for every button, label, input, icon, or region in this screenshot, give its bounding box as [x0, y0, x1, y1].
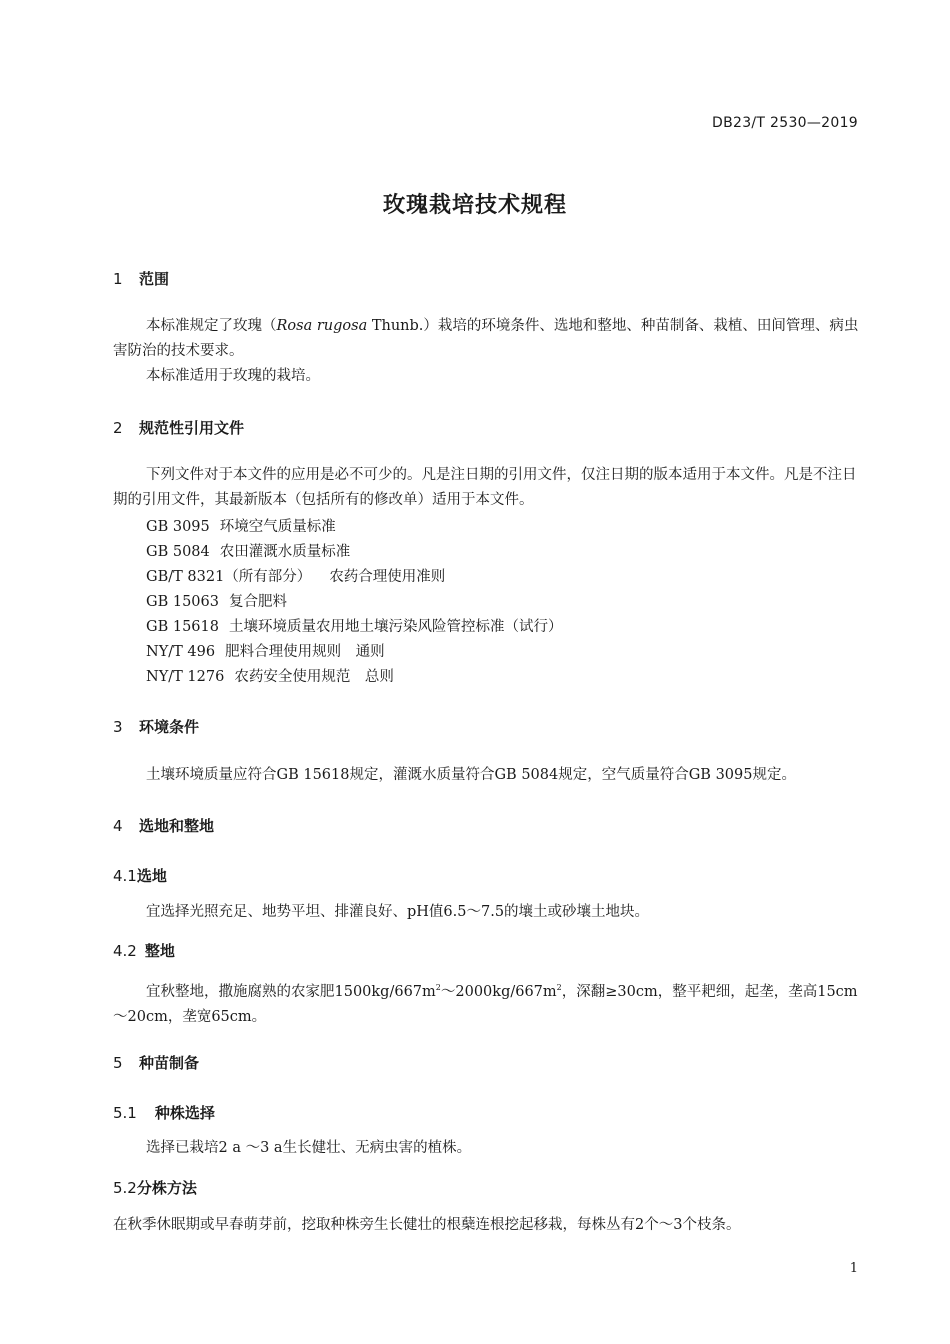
- subsection-number: 4.2: [113, 942, 137, 960]
- section-title: 环境条件: [139, 718, 200, 736]
- reference-item: [146, 540, 350, 561]
- section-1-heading: [113, 268, 169, 289]
- subsection-title: 整地: [144, 942, 175, 960]
- section-title: 种苗制备: [139, 1054, 200, 1072]
- section-5-heading: [113, 1052, 199, 1073]
- reference-item: [146, 615, 562, 636]
- latin-name: Rosa rugosa: [276, 318, 368, 334]
- text-run: 本标准规定了玫瑰（: [146, 318, 277, 334]
- ref-name: 肥料合理使用规则 通则: [225, 644, 385, 660]
- superscript: 2: [556, 983, 562, 992]
- reference-item: [146, 640, 385, 661]
- section-1-paragraph-2: 本标准适用于玫瑰的栽培。: [146, 368, 320, 384]
- section-number: 5: [113, 1054, 123, 1072]
- ref-code: NY/T 1276: [146, 669, 225, 685]
- section-number: 1: [113, 270, 123, 288]
- ref-name: 复合肥料: [228, 594, 287, 610]
- subsection-5-1-heading: [113, 1102, 215, 1123]
- subsection-4-2-heading: [113, 940, 175, 961]
- ref-name: 农药安全使用规范 总则: [234, 669, 394, 685]
- subsection-4-1-heading: [113, 865, 167, 886]
- subsection-title: 分株方法: [136, 1179, 197, 1197]
- subsection-number: 5.2: [113, 1179, 137, 1197]
- subsection-title: 选地: [136, 867, 167, 885]
- section-1-paragraph-1: [113, 314, 861, 364]
- section-title: 选地和整地: [139, 817, 215, 835]
- text-run: ～2000kg/667m: [440, 983, 557, 1000]
- subsection-5-2-heading: [113, 1177, 197, 1198]
- text-run: ，深翻≥30cm，整平耙细，起垄，垄高15cm～20cm，垄宽65cm。: [113, 983, 858, 1025]
- section-3-paragraph: 土壤环境质量应符合GB 15618规定，灌溉水质量符合GB 5084规定，空气质量符合GB 3095规定。: [146, 767, 796, 783]
- ref-code: GB 15618: [146, 619, 219, 635]
- section-3-heading: [113, 716, 199, 737]
- subsection-number: 4.1: [113, 867, 137, 885]
- ref-name: 农田灌溉水质量标准: [219, 544, 351, 560]
- reference-item: [146, 665, 394, 686]
- page-number: 1: [849, 1261, 858, 1276]
- ref-name: 土壤环境质量农用地土壤污染风险管控标准（试行）: [228, 619, 563, 635]
- subsection-title: 种株选择: [154, 1104, 215, 1122]
- reference-item: [146, 565, 445, 586]
- ref-code: GB 5084: [146, 544, 210, 560]
- subsection-4-1-paragraph: 宜选择光照充足、地势平坦、排灌良好、pH值6.5～7.5的壤土或砂壤土地块。: [146, 904, 650, 920]
- text-run: 宜秋整地，撒施腐熟的农家肥1500kg/667m: [146, 983, 436, 1000]
- document-number: DB23/T 2530—2019: [712, 115, 858, 131]
- section-title: 范围: [139, 270, 170, 288]
- subsection-number: 5.1: [113, 1104, 137, 1122]
- section-number: 3: [113, 718, 123, 736]
- ref-code: GB 3095: [146, 519, 210, 535]
- section-number: 2: [113, 419, 123, 437]
- reference-item: [146, 515, 336, 536]
- ref-code: NY/T 496: [146, 644, 216, 660]
- subsection-4-2-paragraph: [113, 975, 861, 1030]
- ref-name: 环境空气质量标准: [219, 519, 336, 535]
- subsection-5-1-paragraph: 选择已栽培2 a ～3 a生长健壮、无病虫害的植株。: [146, 1140, 472, 1156]
- section-2-heading: [113, 417, 244, 438]
- section-4-heading: [113, 815, 214, 836]
- section-2-intro: 下列文件对于本文件的应用是必不可少的。凡是注日期的引用文件，仅注日期的版本适用于本文件。凡是不注日期的引用文件，其最新版本（包括所有的修改单）适用于本文件。: [113, 467, 857, 508]
- ref-code: GB 15063: [146, 594, 219, 610]
- ref-name: 农药合理使用准则: [329, 569, 446, 585]
- text-run: Thunb.）栽培的环境条件、选地和整地、种苗制备、栽植、田间管理、病虫害防治的技术要求。: [113, 318, 859, 359]
- ref-code: GB/T 8321（所有部分）: [146, 569, 312, 585]
- section-number: 4: [113, 817, 123, 835]
- page-title: 玫瑰栽培技术规程: [382, 193, 567, 218]
- superscript: 2: [435, 983, 441, 992]
- subsection-5-2-paragraph: 在秋季休眠期或早春萌芽前，挖取种株旁生长健壮的根蘖连根挖起移栽，每株丛有2个～3个枝条。: [113, 1217, 741, 1233]
- section-title: 规范性引用文件: [139, 419, 245, 437]
- reference-item: [146, 590, 287, 611]
